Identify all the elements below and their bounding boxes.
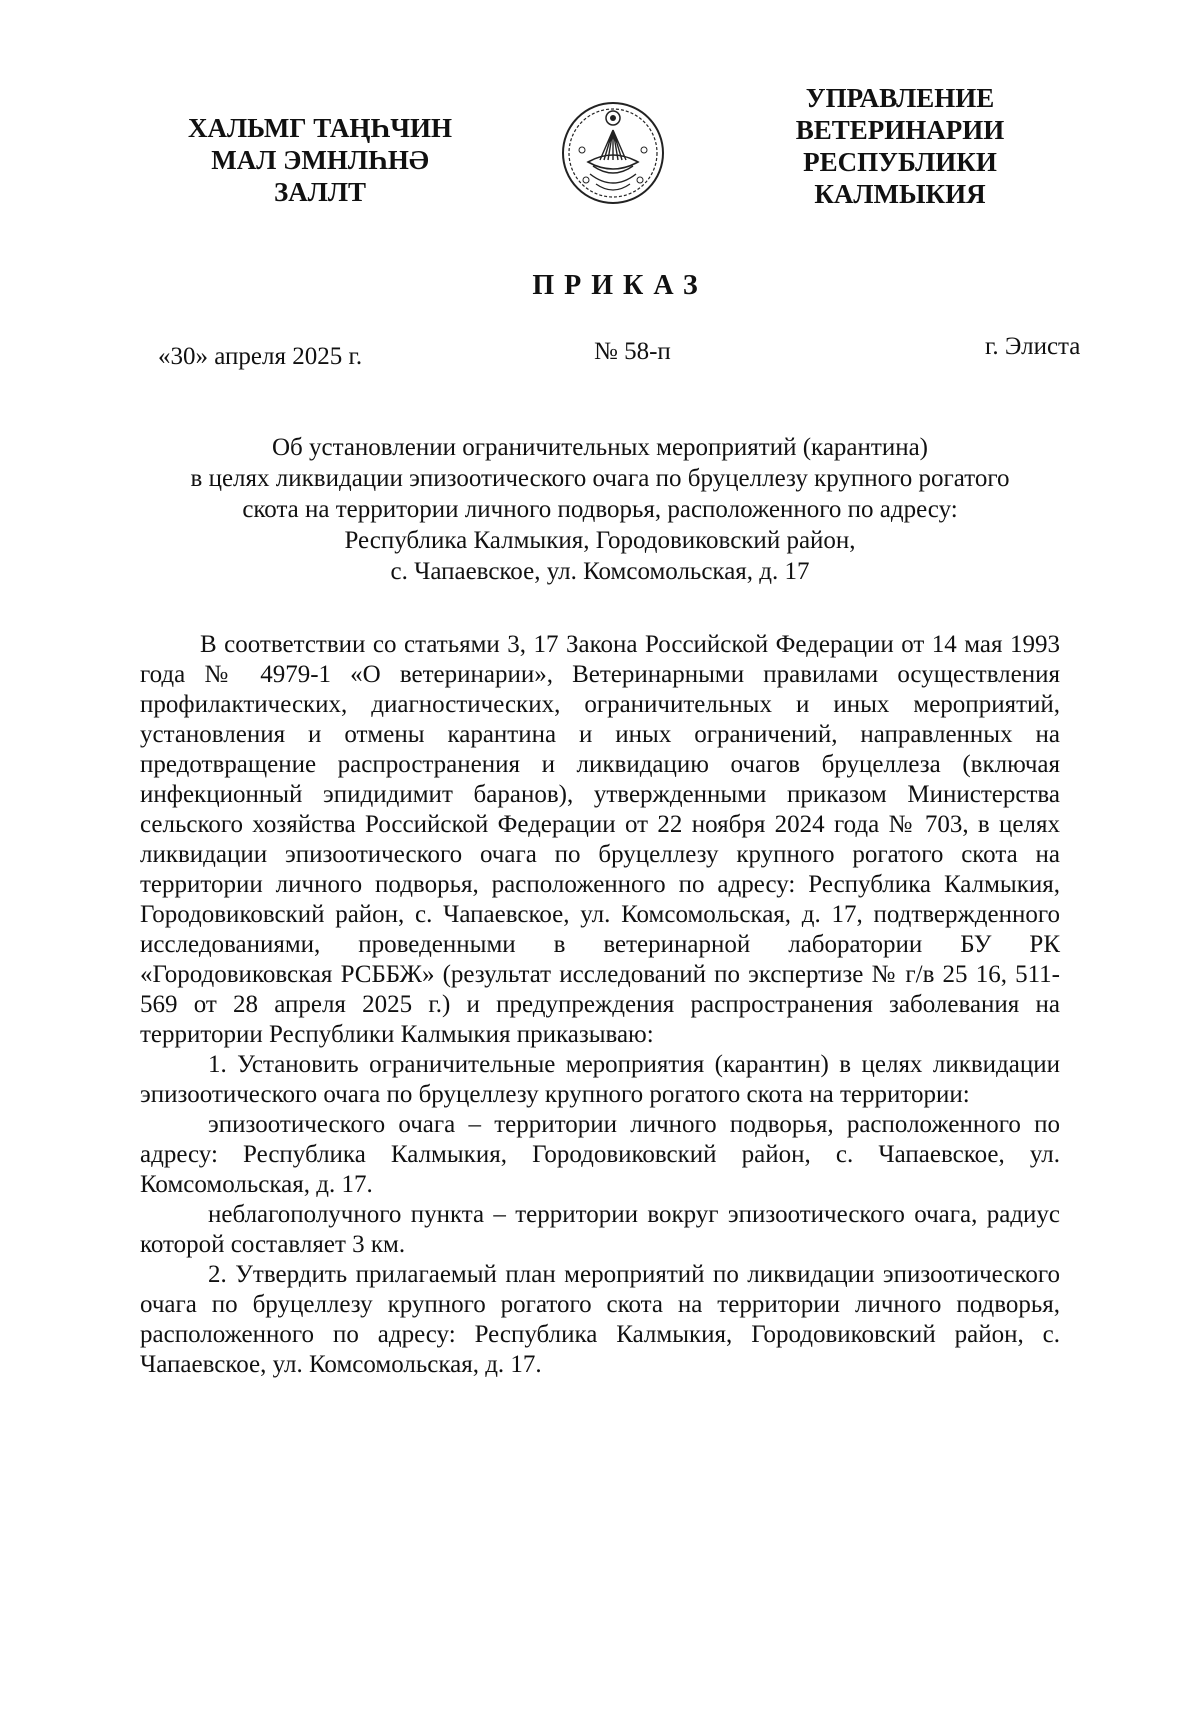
subject-line: Республика Калмыкия, Городовиковский район, — [344, 527, 856, 554]
item-1-focus-paragraph: эпизоотического очага – территории личного подворья, расположенного по адресу: Республика Калмыкия, Городовиковский район, с. Чапаевское, ул. Комсомольская, д. 17. — [140, 1111, 1060, 1198]
org-name-russian-line: ВЕТЕРИНАРИИ — [795, 115, 1005, 145]
org-name-russian-line: УПРАВЛЕНИЕ — [805, 83, 995, 113]
org-name-russian-line: КАЛМЫКИЯ — [814, 179, 986, 209]
org-name-kalmyk — [170, 112, 470, 208]
order-body — [140, 630, 1060, 1380]
org-name-russian-line: РЕСПУБЛИКИ — [803, 147, 997, 177]
order-city: г. Элиста — [985, 333, 1081, 360]
order-subject — [140, 432, 1060, 587]
subject-line: в целях ликвидации эпизоотического очага по бруцеллезу крупного рогатого — [190, 465, 1010, 492]
item-1-paragraph: 1. Установить ограничительные мероприятия (карантин) в целях ликвидации эпизоотического очага по бруцеллезу крупного рогатого скота на территории: — [140, 1051, 1060, 1108]
org-name-kalmyk-line: ХАЛЬМГ ТАҢҺЧИН — [187, 113, 453, 143]
org-name-kalmyk-line: МАЛ ЭМНЛҺНӘ — [211, 145, 429, 175]
item-2-paragraph: 2. Утвердить прилагаемый план мероприятий по ликвидации эпизоотического очага по бруцеллезу крупного рогатого скота на территории личного подворья, расположенного по адресу: Республика Калмыкия, Городовиковский район, с. Чапаевское, ул. Комсомольская, д. 17. — [140, 1261, 1060, 1378]
order-date: «30» апреля 2025 г. — [158, 343, 363, 370]
subject-line: скота на территории личного подворья, расположенного по адресу: — [242, 496, 958, 523]
org-name-russian — [770, 82, 1030, 210]
document-type-title: ПРИКАЗ — [532, 270, 708, 301]
org-name-kalmyk-line: ЗАЛЛТ — [274, 177, 366, 207]
subject-line: Об установлении ограничительных мероприятий (карантина) — [271, 434, 929, 461]
subject-line: с. Чапаевское, ул. Комсомольская, д. 17 — [390, 558, 810, 585]
item-1-point-paragraph: неблагополучного пункта – территории вокруг эпизоотического очага, радиус которой составляет 3 км. — [140, 1201, 1060, 1258]
preamble-paragraph: В соответствии со статьями 3, 17 Закона Российской Федерации от 14 мая 1993 года № 4979-1 «О ветеринарии», Ветеринарными правилами осуществления профилактических, диагностических, ограничительных и иных мероприятий, установления и отмены карантина и иных ограничений, направленных на предотвращение распространения и ликвидацию очагов бруцеллеза (включая инфекционный эпидидимит баранов), утвержденными приказом Министерства сельского хозяйства Российской Федерации от 22 ноября 2024 года № 703, в целях ликвидации эпизоотического очага по бруцеллезу крупного рогатого скота на территории личного подворья, расположенного по адресу: Республика Калмыкия, Городовиковский район, с. Чапаевское, ул. Комсомольская, д. 17, подтвержденного исследованиями, проведенными в ветеринарной лаборатории БУ РК «Городовиковская РСББЖ» (результат исследований по экспертизе № г/в 25 16, 511-569 от 28 апреля 2025 г.) и предупреждения распространения заболевания на территории Республики Калмыкия приказываю: — [140, 631, 1060, 1048]
kalmykia-coat-of-arms-icon — [560, 100, 666, 206]
order-number: № 58-п — [594, 338, 671, 365]
